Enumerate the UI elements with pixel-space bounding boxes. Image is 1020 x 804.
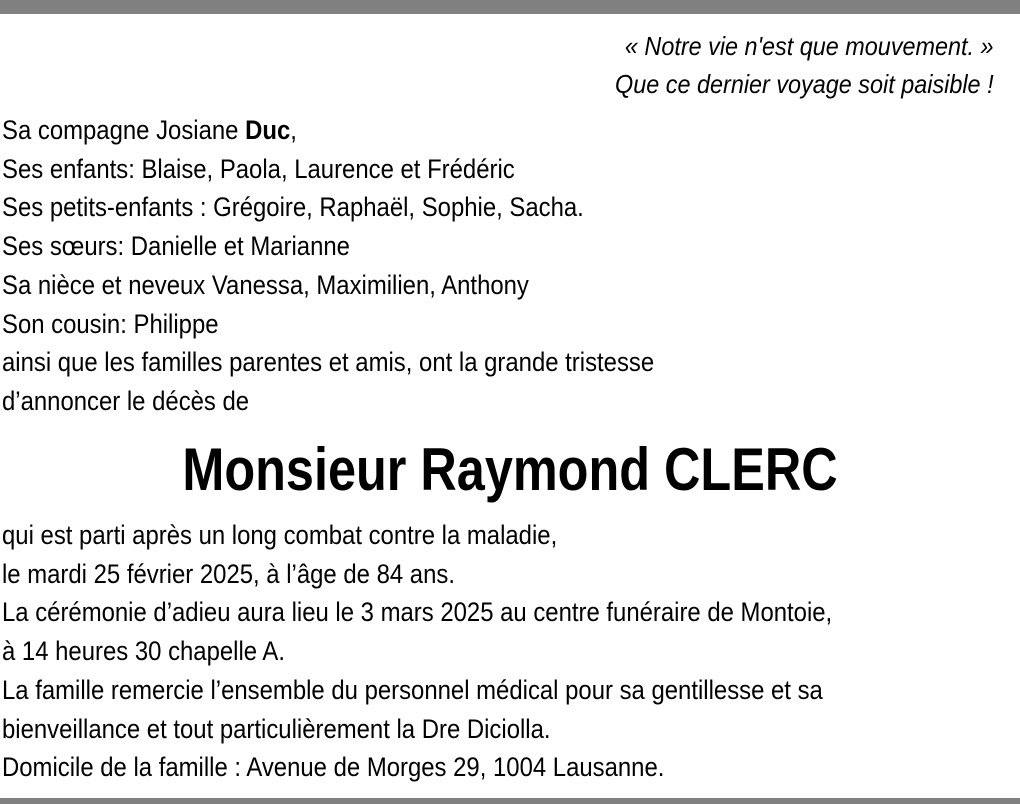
details-line-7: Domicile de la famille : Avenue de Morges 29, 1004 Lausanne.	[2, 752, 665, 783]
niece-nephews-line: Sa nièce et neveux Vanessa, Maximilien, Anthony	[2, 269, 529, 300]
deceased-name: Monsieur Raymond CLERC	[182, 436, 838, 503]
details-line-4: à 14 heures 30 chapelle A.	[2, 636, 285, 667]
details-line-1: qui est parti après un long combat contre la maladie,	[2, 520, 558, 550]
obituary-details	[2, 516, 832, 787]
bottom-border-rule	[0, 798, 1020, 804]
details-line-3: La cérémonie d’adieu aura lieu le 3 mars 2025 au centre funéraire de Montoie,	[2, 597, 833, 628]
partner-line	[2, 111, 654, 150]
relatives-line: ainsi que les familles parentes et amis, ont la grande tristesse	[2, 347, 655, 378]
family-announcement	[2, 111, 654, 421]
details-line-6: bienveillance et tout particulièrement la Dre Diciolla.	[2, 713, 551, 744]
partner-surname: Duc	[245, 115, 291, 145]
cousin-line: Son cousin: Philippe	[2, 308, 219, 339]
partner-prefix: Sa compagne Josiane	[2, 115, 246, 145]
top-border-rule	[0, 0, 1020, 14]
quote-line-1: « Notre vie n'est que mouvement. »	[625, 31, 994, 61]
children-line: Ses enfants: Blaise, Paola, Laurence et Frédéric	[2, 153, 515, 184]
announce-line: d’annoncer le décès de	[2, 385, 250, 416]
epigraph-quote	[615, 27, 994, 103]
sisters-line: Ses sœurs: Danielle et Marianne	[2, 231, 350, 262]
partner-suffix: ,	[290, 115, 297, 145]
quote-line-2: Que ce dernier voyage soit paisible !	[615, 69, 994, 99]
details-line-2: le mardi 25 février 2025, à l’âge de 84 ans.	[2, 558, 455, 589]
grandchildren-line: Ses petits-enfants : Grégoire, Raphaël, Sophie, Sacha.	[2, 192, 584, 223]
details-line-5: La famille remercie l’ensemble du personnel médical pour sa gentillesse et sa	[2, 674, 823, 705]
